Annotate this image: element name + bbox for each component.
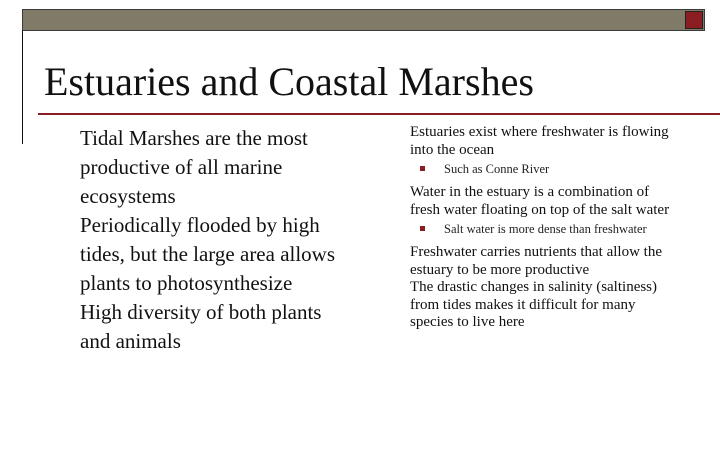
right-bullet — [372, 244, 672, 279]
right-bullet — [372, 184, 672, 219]
right-sub-bullet-text: Salt water is more dense than freshwater — [444, 222, 647, 236]
right-bullet-text: The drastic changes in salinity (saltiness) from tides makes it difficult for many species to live here — [410, 279, 658, 330]
right-bullet-text: Water in the estuary is a combination of fresh water floating on top of the salt water — [410, 184, 670, 218]
left-bullet-list — [36, 124, 336, 356]
right-bullet — [372, 279, 672, 332]
left-bullet-text: Tidal Marshes are the most productive of all marine ecosystems — [80, 126, 308, 208]
left-bullet — [36, 124, 336, 211]
decorative-red-square — [685, 11, 703, 29]
right-bullet-list — [372, 124, 672, 332]
left-bullet-text: High diversity of both plants and animals — [80, 300, 322, 353]
left-bullet — [36, 298, 336, 356]
right-bullet-text: Estuaries exist where freshwater is flowing into the ocean — [410, 124, 669, 158]
right-sub-bullet — [372, 223, 672, 235]
slide-title: Estuaries and Coastal Marshes — [44, 59, 534, 104]
filled-square-bullet-icon — [420, 166, 425, 171]
right-sub-bullet — [372, 163, 672, 175]
right-bullet-text: Freshwater carries nutrients that allow the estuary to be more productive — [410, 244, 662, 278]
right-sub-bullet-text: Such as Conne River — [444, 162, 550, 176]
decorative-left-rule — [22, 31, 23, 144]
left-bullet-text: Periodically flooded by high tides, but the large area allows plants to photosynthesize — [80, 213, 336, 295]
title-underline — [38, 113, 720, 115]
decorative-top-bar — [22, 9, 705, 31]
filled-square-bullet-icon — [420, 226, 425, 231]
left-bullet — [36, 211, 336, 298]
right-bullet — [372, 124, 672, 159]
